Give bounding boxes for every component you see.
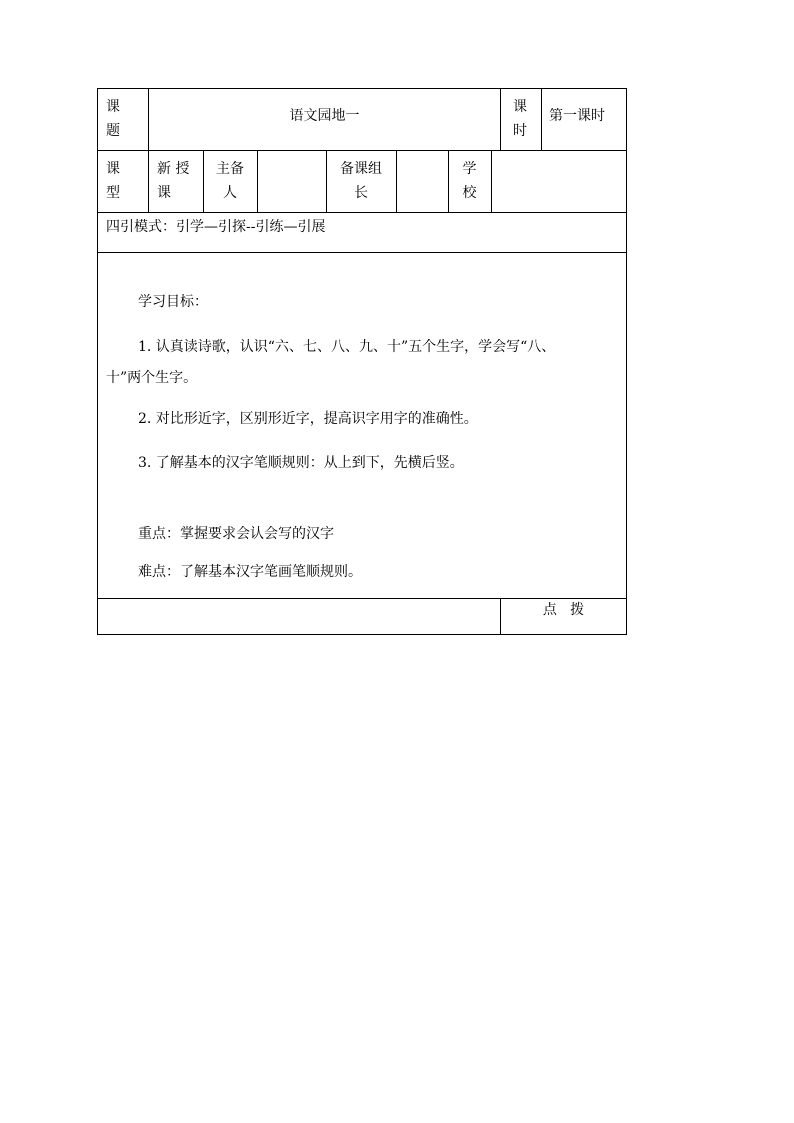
tips-label: 点 拨 <box>542 602 585 618</box>
objectives-heading: 学习目标： <box>138 294 208 310</box>
table-row-divider <box>98 252 627 253</box>
school-value <box>492 150 626 212</box>
topic-label: 课 题 <box>106 99 120 139</box>
difficulty: 难点：了解基本汉字笔画笔顺规则。 <box>138 564 362 580</box>
table-column-divider <box>500 88 501 150</box>
footer-left-value <box>106 598 498 634</box>
group-leader-value <box>397 150 448 212</box>
table-border-bottom <box>98 634 627 635</box>
table-column-divider <box>541 88 542 150</box>
preparer-label: 主备 人 <box>216 161 244 201</box>
topic-value: 语文园地一 <box>289 108 360 124</box>
table-column-divider <box>148 150 149 212</box>
group-leader-label: 备课组 长 <box>340 161 382 201</box>
lesson-type-value: 新 授 课 <box>157 161 190 201</box>
period-value: 第一课时 <box>549 108 605 124</box>
table-border-left <box>97 88 98 635</box>
preparer-value <box>258 150 326 212</box>
teaching-mode: 四引模式：引学—引探--引练—引展 <box>106 219 326 235</box>
objective-2: 2. 对比形近字，区别形近字，提高识字用字的准确性。 <box>138 411 478 427</box>
period-label: 课 时 <box>513 99 527 139</box>
objective-1-line-1: 1. 认真读诗歌，认识“六、七、八、九、十”五个生字，学会写“八、 <box>138 339 556 355</box>
objective-1-line-2: 十”两个生字。 <box>106 370 198 386</box>
key-point: 重点：掌握要求会认会写的汉字 <box>138 526 334 542</box>
table-border-right <box>626 88 627 635</box>
school-label: 学 校 <box>462 161 477 201</box>
objective-3: 3. 了解基本的汉字笔顺规则：从上到下，先横后竖。 <box>138 455 464 471</box>
lesson-type-label: 课 型 <box>106 161 120 201</box>
